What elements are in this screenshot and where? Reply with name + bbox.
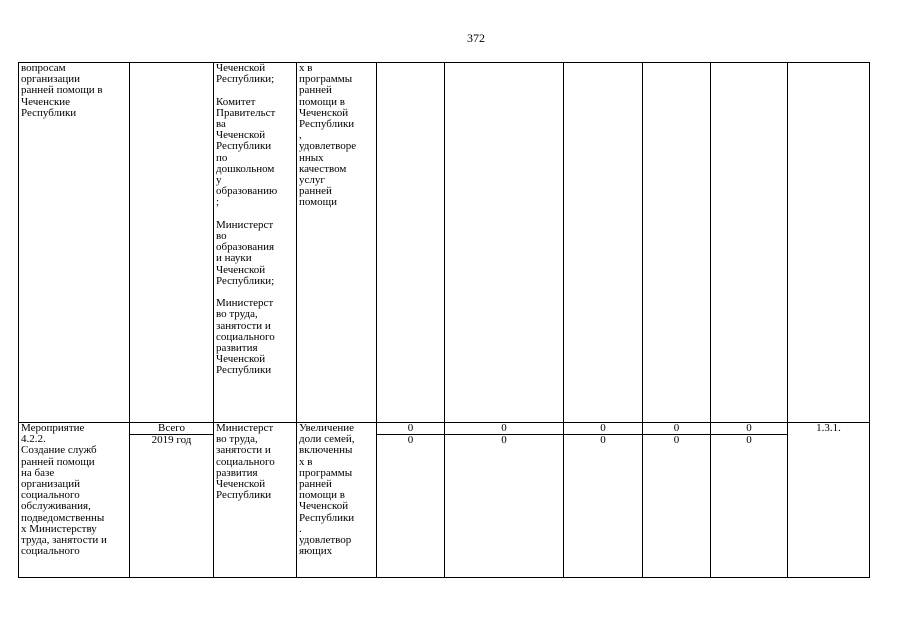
- executor-cell: Министерст во труда, занятости и социального развития Чеченской Республики: [214, 423, 297, 578]
- value-cell: 0: [711, 435, 788, 578]
- result-cell: Увеличение доли семей, включенны х в программы ранней помощи в Чеченской Республики . удовлетвор яющих: [297, 423, 377, 578]
- value-cell: 0: [377, 435, 445, 578]
- value-cell: 0: [564, 423, 643, 435]
- executor-cell: Чеченской Республики; Комитет Правительст ва Чеченской Республики по дошкольном у образованию ; Министерст во образования и науки Чеченской Республики; Министерст во труда, занятости и социального развития Чеченской Республики: [214, 63, 297, 423]
- page-number: 372: [467, 31, 485, 45]
- program-table: [18, 62, 870, 578]
- table-row: [19, 63, 870, 423]
- value-cell: [564, 63, 643, 423]
- table-row: [19, 423, 870, 435]
- event-name-cell: Мероприятие 4.2.2. Создание служб ранней помощи на базе организаций социального обслуживания, подведомственны х Министерству труда, занятости и социального: [19, 423, 130, 578]
- value-cell: 0: [711, 423, 788, 435]
- value-cell: 0: [643, 423, 711, 435]
- period-cell: [130, 63, 214, 423]
- event-name-cell: вопросам организации ранней помощи в Чеченские Республики: [19, 63, 130, 423]
- value-cell: 0: [377, 423, 445, 435]
- value-cell: [643, 63, 711, 423]
- value-cell: 0: [445, 435, 564, 578]
- period-total-cell: Всего: [130, 423, 214, 435]
- value-cell: 0: [445, 423, 564, 435]
- value-cell: 0: [643, 435, 711, 578]
- indicator-cell: [788, 63, 870, 423]
- period-year-cell: 2019 год: [130, 435, 214, 578]
- result-cell: х в программы ранней помощи в Чеченской Республики , удовлетворе нных качеством услуг ранней помощи: [297, 63, 377, 423]
- table-row: [19, 435, 870, 578]
- value-cell: [711, 63, 788, 423]
- value-cell: [377, 63, 445, 423]
- value-cell: [445, 63, 564, 423]
- value-cell: 0: [564, 435, 643, 578]
- indicator-cell: 1.3.1.: [788, 423, 870, 578]
